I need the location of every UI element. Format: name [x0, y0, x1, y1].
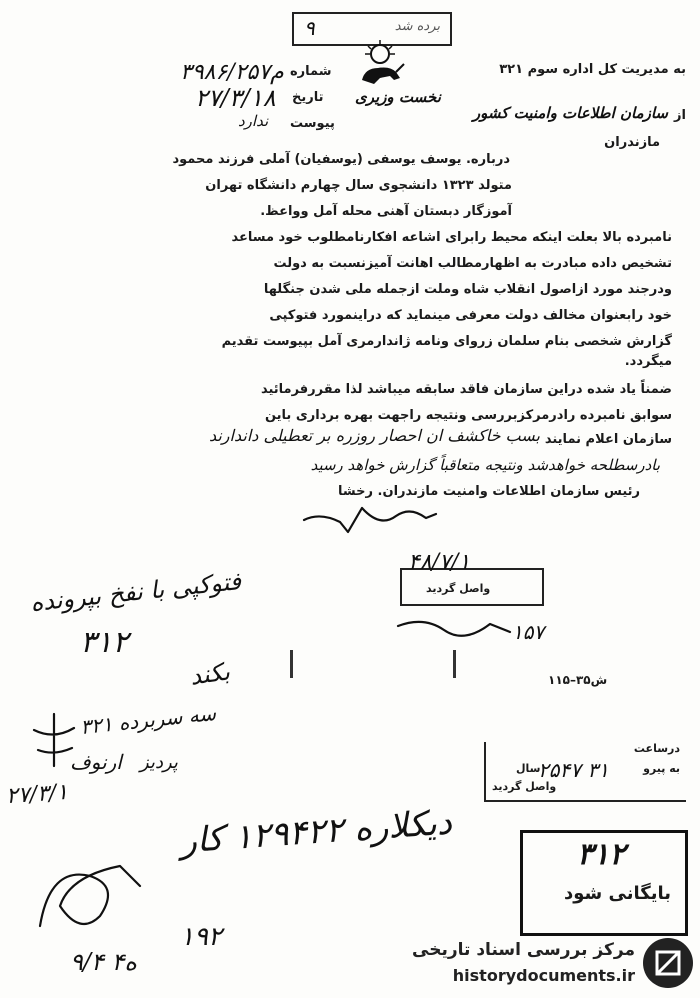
- attachment-value: ندارد: [238, 112, 269, 130]
- para1-line-3: ودرجند مورد ازاصول انقلاب شاه وملت ازجمله ملی شدن جنگلها: [263, 282, 672, 297]
- bottom-signature-scribble: [30, 846, 150, 946]
- emblem-caption: نخست وزیری: [355, 88, 441, 106]
- header-directorate: به مدیریت کل اداره سوم ۳۲۱: [499, 62, 686, 77]
- para1-line-1: نامبرده بالا بعلت اینکه محیط رابرای اشاعه افکارنامطلوب خود مساعد: [231, 230, 672, 245]
- top-stamp-number: ۹: [304, 16, 315, 40]
- margin-scribble: [24, 710, 84, 770]
- watermark-title: مرکز بررسی اسناد تاریخی: [412, 940, 635, 960]
- margin-note-2: ۳۱۲: [80, 625, 129, 660]
- ref-section-label: درساعت: [633, 742, 680, 755]
- watermark-logo-icon: [641, 936, 695, 990]
- number-157: ۱۵۷: [512, 620, 545, 644]
- para2-line-2: سوابق نامبرده رادرمرکزبررسی ونتیجه راجهت بهره برداری باین: [264, 408, 672, 423]
- archive-box-number: ۳۱۲: [577, 837, 626, 872]
- ref-code: ۱۱۵–۳۵ش: [548, 673, 608, 687]
- lion-sun-emblem-icon: [350, 38, 410, 93]
- body-line-1: درباره. یوسف یوسفی (یوسفیان) آملی فرزند محمود: [172, 152, 510, 167]
- margin-note-3: بکند: [188, 657, 232, 691]
- signature-line: رئیس سازمان اطلاعات وامنیت مازندران. رخشا: [338, 484, 640, 499]
- bottom-numbers: دیکلاره ۱۲۹۴۲۲ کار: [178, 802, 454, 862]
- handwritten-note-2: بادرسطلحه خواهدشد ونتیجه متعاقباً گزارش خواهد رسید: [310, 456, 660, 474]
- signature-scribble: [300, 498, 440, 542]
- number-value: ۳۹۸۶/م۲۵۷: [180, 60, 284, 85]
- margin-note-6: پردیز: [140, 752, 178, 773]
- para1-line-2: تشخیص داده مبادرت به اظهارمطالب اهانت آمیزنسبت به دولت: [273, 256, 672, 271]
- archive-box-text: بایگانی شود: [564, 883, 671, 904]
- para2-line-1: ضمناً یاد شده دراین سازمان فاقد سابقه میباشد لذا مقررفرمائید: [260, 382, 672, 397]
- body-line-3: آموزگار دبستان آهنی محله آمل وواعظ.: [260, 204, 512, 219]
- number-label: شماره: [290, 64, 332, 79]
- watermark-url: historydocuments.ir: [452, 966, 635, 985]
- margin-note-4: سه سربرده ۳۲۱: [79, 700, 218, 740]
- reference-stamp: [484, 742, 686, 802]
- para1-line-4: خود رابعنوان مخالف دولت معرفی مینماید که دراینمورد فتوکپی: [269, 308, 672, 323]
- top-stamp-text: برده شد: [394, 19, 440, 34]
- received-stamp-label: واصل گردید: [426, 582, 491, 595]
- small-number: ۱۹۲: [180, 922, 222, 952]
- received-hand-date: ۴۸/۷/۱: [408, 550, 471, 575]
- watermark: [410, 934, 695, 994]
- para1-line-5: گزارش شخصی بنام سلمان زروای ونامه ژاندارمری آمل بپیوست تقدیم: [221, 334, 672, 349]
- ref-received-label: واصل گردید: [492, 780, 557, 793]
- faint-stamp: [290, 650, 456, 678]
- margin-date: ۲۷/۳/۱: [5, 779, 69, 810]
- ref-number: ۲۵۴۷ ۳۱: [538, 758, 609, 782]
- ref-via-label: به پیرو: [643, 762, 680, 775]
- margin-note-1: فتوکپی با نفخ بپرونده: [29, 567, 243, 617]
- para2-line-3: سازمان اعلام نمایند: [544, 432, 672, 447]
- ref-year-label: سال: [516, 762, 541, 775]
- header-organization: سازمان اطلاعات وامنیت کشور: [472, 104, 668, 122]
- attachment-label: پیوست: [290, 116, 335, 131]
- received-scribble: [394, 612, 514, 642]
- date-label: تاریخ: [292, 90, 324, 105]
- margin-note-5: ارنوف: [70, 750, 122, 774]
- handwritten-note-1: بسب خاکشف ان احصار روزره بر تعطیلی داند‌ارند: [208, 426, 540, 445]
- date-value: ۲۷/۳/۱۸: [195, 84, 276, 112]
- bottom-date: ۹/۴ ه۴: [70, 948, 137, 976]
- para1-line-6: میگردد.: [624, 354, 672, 369]
- body-line-2: متولد ۱۳۲۳ دانشجوی سال چهارم دانشگاه تهران: [205, 178, 512, 193]
- archive-box: [520, 830, 688, 936]
- header-from-label: از: [674, 108, 686, 123]
- header-province: مازندران: [604, 135, 660, 150]
